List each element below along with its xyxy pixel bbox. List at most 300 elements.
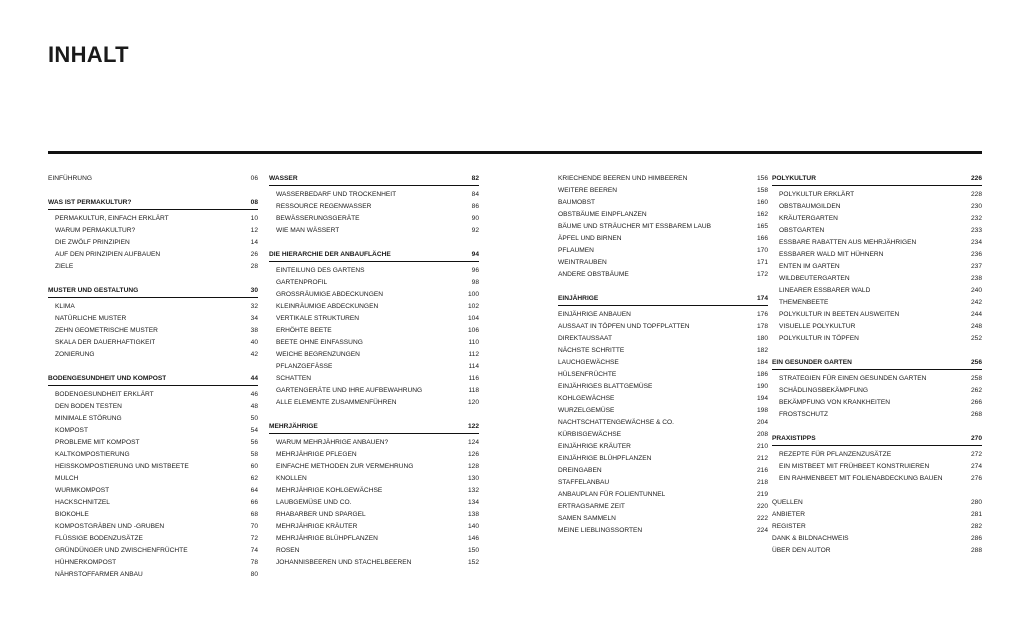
page-number: 198	[756, 407, 768, 414]
toc-entry	[48, 249, 258, 261]
entry-title: HÜHNERKOMPOST	[55, 559, 117, 566]
toc-entry	[48, 325, 258, 337]
page-number: 126	[467, 451, 479, 458]
page-number: 222	[756, 515, 768, 522]
entry-title: BIOKOHLE	[55, 511, 89, 518]
entry-title: REZEPTE FÜR PFLANZENZUSÄTZE	[779, 451, 892, 458]
toc-entry	[48, 261, 258, 273]
toc-chapter-heading	[772, 433, 982, 446]
toc-chapter-heading	[269, 173, 479, 186]
entry-title: ERTRAGSARME ZEIT	[558, 503, 625, 510]
toc-entry	[48, 401, 258, 413]
page-number: 54	[250, 427, 258, 434]
entry-title: ERHÖHTE BEETE	[276, 327, 332, 334]
page-number: 70	[250, 523, 258, 530]
entry-title: ESSBARER WALD MIT HÜHNERN	[779, 251, 884, 258]
page-number: 66	[250, 499, 258, 506]
entry-title: MEHRJÄHRIGE KOHLGEWÄCHSE	[276, 487, 383, 494]
toc-chapter-heading	[772, 357, 982, 370]
page-number: 233	[970, 227, 982, 234]
page-number: 268	[970, 411, 982, 418]
entry-title: MEINE LIEBLINGSSORTEN	[558, 527, 643, 534]
page-number: 282	[970, 523, 982, 530]
entry-title: PRAXISTIPPS	[772, 435, 816, 442]
page-number: 84	[471, 191, 479, 198]
toc-entry	[772, 333, 982, 345]
page-number: 218	[756, 479, 768, 486]
entry-title: ANBIETER	[772, 511, 805, 518]
toc-entry	[558, 345, 768, 357]
toc-entry	[48, 413, 258, 425]
entry-title: KALTKOMPOSTIERUNG	[55, 451, 130, 458]
entry-title: KLEINRÄUMIGE ABDECKUNGEN	[276, 303, 379, 310]
page-number: 165	[756, 223, 768, 230]
toc-entry	[558, 257, 768, 269]
toc-entry	[772, 249, 982, 261]
page-number: 162	[756, 211, 768, 218]
toc-entry	[48, 313, 258, 325]
entry-title: KOMPOSTGRÄBEN UND -GRUBEN	[55, 523, 165, 530]
page-number: 258	[970, 375, 982, 382]
toc-chapter-heading	[558, 293, 768, 306]
page-number: 102	[467, 303, 479, 310]
page-number: 98	[471, 279, 479, 286]
page-number: 182	[756, 347, 768, 354]
page-title: INHALT	[48, 42, 129, 67]
page-number: 138	[467, 511, 479, 518]
toc-entry	[772, 449, 982, 461]
entry-title: WILDBEUTERGARTEN	[779, 275, 850, 282]
toc-entry	[558, 245, 768, 257]
toc-entry	[772, 309, 982, 321]
entry-title: EINJÄHRIGES BLATTGEMÜSE	[558, 383, 653, 390]
entry-title: OBSTBÄUME EINPFLANZEN	[558, 211, 647, 218]
entry-title: BÄUME UND STRÄUCHER MIT ESSBAREM LAUB	[558, 223, 712, 230]
entry-title: WAS IST PERMAKULTUR?	[48, 199, 132, 206]
entry-title: KRIECHENDE BEEREN UND HIMBEEREN	[558, 175, 688, 182]
toc-entry	[269, 277, 479, 289]
entry-title: ÄPFEL UND BIRNEN	[558, 235, 622, 242]
page-number: 56	[250, 439, 258, 446]
page-number: 276	[970, 475, 982, 482]
page-number: 252	[970, 335, 982, 342]
entry-title: EINJÄHRIGE BLÜHPFLANZEN	[558, 455, 652, 462]
page-number: 40	[250, 339, 258, 346]
entry-title: MEHRJÄHRIGE PFLEGEN	[276, 451, 357, 458]
entry-title: BEETE OHNE EINFASSUNG	[276, 339, 363, 346]
entry-title: SKALA DER DAUERHAFTIGKEIT	[55, 339, 156, 346]
entry-title: ALLE ELEMENTE ZUSAMMENFÜHREN	[276, 399, 397, 406]
page-number: 262	[970, 387, 982, 394]
toc-entry	[269, 313, 479, 325]
page-number: 130	[467, 475, 479, 482]
toc-entry	[269, 545, 479, 557]
page-number: 256	[970, 359, 982, 366]
page-number: 240	[970, 287, 982, 294]
page-number: 08	[250, 199, 258, 206]
toc-chapter-heading	[48, 197, 258, 210]
toc-entry	[269, 373, 479, 385]
entry-title: GROSSRÄUMIGE ABDECKUNGEN	[276, 291, 383, 298]
toc-entry	[772, 473, 982, 485]
toc-entry	[269, 349, 479, 361]
entry-title: WEICHE BEGRENZUNGEN	[276, 351, 360, 358]
entry-title: MINIMALE STÖRUNG	[55, 415, 122, 422]
toc-entry	[558, 269, 768, 281]
entry-title: PERMAKULTUR, EINFACH ERKLÄRT	[55, 215, 169, 222]
entry-title: MEHRJÄHRIGE KRÄUTER	[276, 523, 358, 530]
toc-entry	[269, 509, 479, 521]
entry-title: SCHÄDLINGSBEKÄMPFUNG	[779, 387, 869, 394]
entry-title: WASSERBEDARF UND TROCKENHEIT	[276, 191, 397, 198]
page-number: 10	[250, 215, 258, 222]
toc-entry	[772, 213, 982, 225]
toc-entry	[558, 233, 768, 245]
toc-entry	[48, 557, 258, 569]
toc-entry	[558, 209, 768, 221]
toc-chapter-heading	[48, 285, 258, 298]
page-number: 288	[970, 547, 982, 554]
entry-title: KLIMA	[55, 303, 75, 310]
page-number: 186	[756, 371, 768, 378]
toc-entry	[772, 545, 982, 557]
toc-chapter-heading	[269, 421, 479, 434]
entry-title: EINFACHE METHODEN ZUR VERMEHRUNG	[276, 463, 414, 470]
entry-title: RHABARBER UND SPARGEL	[276, 511, 366, 518]
toc-entry	[269, 485, 479, 497]
toc-entry	[269, 497, 479, 509]
toc-entry	[48, 237, 258, 249]
toc-entry	[558, 381, 768, 393]
page-number: 118	[468, 387, 479, 394]
page-number: 120	[467, 399, 479, 406]
page-number: 174	[756, 295, 768, 302]
toc-entry	[772, 533, 982, 545]
toc-column-4	[772, 173, 982, 557]
entry-title: EINTEILUNG DES GARTENS	[276, 267, 365, 274]
entry-title: LAUCHGEWÄCHSE	[558, 359, 619, 366]
toc-entry	[48, 437, 258, 449]
entry-title: BEWÄSSERUNGSGERÄTE	[276, 215, 360, 222]
entry-title: EIN GESUNDER GARTEN	[772, 359, 852, 366]
entry-title: NATÜRLICHE MUSTER	[55, 315, 127, 322]
entry-title: OBSTGARTEN	[779, 227, 825, 234]
entry-title: JOHANNISBEEREN UND STACHELBEEREN	[276, 559, 412, 566]
toc-entry	[269, 437, 479, 449]
page-number: 74	[250, 547, 258, 554]
page-number: 286	[970, 535, 982, 542]
page-number: 80	[250, 571, 258, 578]
page-number: 128	[467, 463, 479, 470]
page-number: 194	[756, 395, 768, 402]
page-number: 210	[756, 443, 768, 450]
entry-title: BODENGESUNDHEIT UND KOMPOST	[48, 375, 167, 382]
toc-entry	[558, 477, 768, 489]
page-number: 146	[467, 535, 479, 542]
toc-entry	[48, 461, 258, 473]
toc-entry	[772, 373, 982, 385]
page-number: 230	[970, 203, 982, 210]
page-number: 272	[970, 451, 982, 458]
page-number: 90	[471, 215, 479, 222]
page-number: 112	[468, 351, 479, 358]
page-number: 42	[250, 351, 258, 358]
spacer	[269, 409, 479, 421]
toc-entry	[48, 569, 258, 581]
toc-entry	[48, 213, 258, 225]
toc-entry	[269, 289, 479, 301]
toc-entry	[269, 449, 479, 461]
toc-entry	[269, 473, 479, 485]
page-number: 82	[471, 175, 479, 182]
entry-title: MEHRJÄHRIGE BLÜHPFLANZEN	[276, 535, 378, 542]
spacer	[269, 237, 479, 249]
page-number: 266	[970, 399, 982, 406]
toc-entry	[48, 449, 258, 461]
entry-title: EIN RAHMENBEET MIT FOLIENABDECKUNG BAUEN	[779, 475, 943, 482]
entry-title: MULCH	[55, 475, 79, 482]
page-number: 280	[970, 499, 982, 506]
toc-entry	[269, 521, 479, 533]
toc-entry	[48, 497, 258, 509]
toc-entry	[772, 509, 982, 521]
entry-title: BAUMOBST	[558, 199, 596, 206]
entry-title: EINJÄHRIGE	[558, 295, 599, 302]
entry-title: WURMKOMPOST	[55, 487, 110, 494]
page-number: 158	[756, 187, 768, 194]
spacer	[48, 185, 258, 197]
page-number: 94	[471, 251, 479, 258]
page-number: 180	[756, 335, 768, 342]
entry-title: QUELLEN	[772, 499, 803, 506]
toc-entry	[269, 301, 479, 313]
toc-entry	[772, 385, 982, 397]
page-number: 64	[250, 487, 258, 494]
page-number: 170	[756, 247, 768, 254]
page-number: 270	[970, 435, 982, 442]
toc-chapter-heading	[48, 373, 258, 386]
toc-entry	[269, 385, 479, 397]
page-number: 26	[250, 251, 258, 258]
entry-title: WASSER	[269, 175, 298, 182]
entry-title: KOHLGEWÄCHSE	[558, 395, 615, 402]
entry-title: WEITERE BEEREN	[558, 187, 617, 194]
toc-entry	[558, 357, 768, 369]
page-number: 208	[756, 431, 768, 438]
toc-column-1	[48, 173, 258, 581]
page-number: 232	[970, 215, 982, 222]
page-number: 62	[250, 475, 258, 482]
toc-entry	[558, 453, 768, 465]
toc-entry	[772, 297, 982, 309]
entry-title: GARTENPROFIL	[276, 279, 328, 286]
entry-title: MUSTER UND GESTALTUNG	[48, 287, 139, 294]
toc-entry	[558, 501, 768, 513]
toc-entry	[269, 337, 479, 349]
entry-title: ANBAUPLAN FÜR FOLIENTUNNEL	[558, 491, 666, 498]
entry-title: LAUBGEMÜSE UND CO.	[276, 499, 352, 506]
page-number: 32	[250, 303, 258, 310]
entry-title: FLÜSSIGE BODENZUSÄTZE	[55, 535, 143, 542]
toc-column-3	[558, 173, 768, 537]
page-number: 106	[467, 327, 479, 334]
entry-title: DIE HIERARCHIE DER ANBAUFLÄCHE	[269, 251, 391, 258]
toc-entry	[269, 189, 479, 201]
entry-title: KRÄUTERGARTEN	[779, 215, 838, 222]
page-number: 228	[970, 191, 982, 198]
page-number: 152	[467, 559, 479, 566]
toc-entry	[269, 213, 479, 225]
page-number: 114	[468, 363, 479, 370]
toc-entry	[772, 521, 982, 533]
page-number: 38	[250, 327, 258, 334]
page-number: 226	[970, 175, 982, 182]
toc-entry	[48, 485, 258, 497]
spacer	[48, 361, 258, 373]
toc-entry	[558, 525, 768, 537]
toc-chapter-heading	[772, 173, 982, 186]
page-number: 96	[471, 267, 479, 274]
page-number: 92	[471, 227, 479, 234]
entry-title: POLYKULTUR IN BEETEN AUSWEITEN	[779, 311, 900, 318]
toc-entry	[48, 509, 258, 521]
page-number: 28	[250, 263, 258, 270]
page-number: 58	[250, 451, 258, 458]
page-number: 234	[970, 239, 982, 246]
toc-entry	[48, 545, 258, 557]
page-number: 216	[756, 467, 768, 474]
page-number: 156	[756, 175, 768, 182]
entry-title: POLYKULTUR	[772, 175, 816, 182]
toc-entry	[48, 425, 258, 437]
page-number: 86	[471, 203, 479, 210]
toc-entry	[48, 473, 258, 485]
page-number: 46	[250, 391, 258, 398]
toc-entry	[558, 441, 768, 453]
toc-entry	[772, 321, 982, 333]
toc-entry	[558, 393, 768, 405]
entry-title: WIE MAN WÄSSERT	[276, 227, 340, 234]
entry-title: FROSTSCHUTZ	[779, 411, 829, 418]
entry-title: RESSOURCE REGENWASSER	[276, 203, 372, 210]
toc-column-2	[269, 173, 479, 569]
toc-entry	[772, 409, 982, 421]
entry-title: ZIELE	[55, 263, 74, 270]
entry-title: BEKÄMPFUNG VON KRANKHEITEN	[779, 399, 891, 406]
toc-entry	[558, 369, 768, 381]
page-number: 160	[756, 199, 768, 206]
entry-title: EINJÄHRIGE KRÄUTER	[558, 443, 631, 450]
entry-title: ANDERE OBSTBÄUME	[558, 271, 629, 278]
toc-entry	[48, 173, 258, 185]
page-number: 184	[756, 359, 768, 366]
page-number: 178	[756, 323, 768, 330]
page-number: 242	[970, 299, 982, 306]
toc-entry	[772, 237, 982, 249]
entry-title: KÜRBISGEWÄCHSE	[558, 431, 622, 438]
page-number: 60	[250, 463, 258, 470]
entry-title: ZONIERUNG	[55, 351, 95, 358]
toc-entry	[558, 221, 768, 233]
entry-title: KNOLLEN	[276, 475, 307, 482]
spacer	[772, 485, 982, 497]
spacer	[772, 421, 982, 433]
page-number: 219	[756, 491, 768, 498]
toc-entry	[269, 533, 479, 545]
entry-title: NACHTSCHATTENGEWÄCHSE & CO.	[558, 419, 675, 426]
page-number: 244	[970, 311, 982, 318]
entry-title: NÄCHSTE SCHRITTE	[558, 347, 625, 354]
entry-title: ZEHN GEOMETRISCHE MUSTER	[55, 327, 158, 334]
entry-title: EIN MISTBEET MIT FRÜHBEET KONSTRUIEREN	[779, 463, 930, 470]
page-number: 224	[756, 527, 768, 534]
entry-title: LINEARER ESSBARER WALD	[779, 287, 871, 294]
entry-title: DANK & BILDNACHWEIS	[772, 535, 849, 542]
page-number: 124	[467, 439, 479, 446]
page-number: 236	[970, 251, 982, 258]
toc-entry	[772, 461, 982, 473]
toc-entry	[772, 285, 982, 297]
entry-title: DEN BODEN TESTEN	[55, 403, 122, 410]
page-number: 274	[970, 463, 982, 470]
page-number: 68	[250, 511, 258, 518]
page-number: 34	[250, 315, 258, 322]
page-number: 248	[970, 323, 982, 330]
entry-title: ROSEN	[276, 547, 300, 554]
entry-title: HACKSCHNITZEL	[55, 499, 110, 506]
entry-title: PFLANZGEFÄSSE	[276, 363, 333, 370]
header-rule	[48, 151, 982, 154]
entry-title: DREINGABEN	[558, 467, 602, 474]
page-number: 12	[250, 227, 258, 234]
entry-title: EINFÜHRUNG	[48, 175, 92, 182]
entry-title: WEINTRAUBEN	[558, 259, 607, 266]
toc-entry	[269, 325, 479, 337]
toc-entry	[558, 513, 768, 525]
toc-entry	[772, 261, 982, 273]
entry-title: SCHATTEN	[276, 375, 312, 382]
page-number: 238	[970, 275, 982, 282]
entry-title: GRÜNDÜNGER UND ZWISCHENFRÜCHTE	[55, 547, 188, 554]
entry-title: ÜBER DEN AUTOR	[772, 547, 831, 554]
toc-entry	[269, 201, 479, 213]
page-number: 134	[467, 499, 479, 506]
entry-title: VERTIKALE STRUKTUREN	[276, 315, 360, 322]
toc-entry	[269, 265, 479, 277]
page-number: 110	[468, 339, 479, 346]
entry-title: PFLAUMEN	[558, 247, 594, 254]
entry-title: AUF DEN PRINZIPIEN AUFBAUEN	[55, 251, 161, 258]
page-number: 150	[467, 547, 479, 554]
entry-title: THEMENBEETE	[779, 299, 829, 306]
entry-title: STRATEGIEN FÜR EINEN GESUNDEN GARTEN	[779, 375, 927, 382]
entry-title: AUSSAAT IN TÖPFEN UND TOPFPLATTEN	[558, 323, 690, 330]
entry-title: HEISSKOMPOSTIERUNG UND MISTBEETE	[55, 463, 189, 470]
entry-title: NÄHRSTOFFARMER ANBAU	[55, 571, 143, 578]
toc-entry	[48, 521, 258, 533]
entry-title: OBSTBAUMGILDEN	[779, 203, 841, 210]
entry-title: KOMPOST	[55, 427, 88, 434]
toc-entry	[558, 489, 768, 501]
toc-entry	[48, 389, 258, 401]
entry-title: PROBLEME MIT KOMPOST	[55, 439, 140, 446]
entry-title: WURZELGEMÜSE	[558, 407, 615, 414]
spacer	[48, 273, 258, 285]
toc-entry	[558, 173, 768, 185]
toc-entry	[558, 321, 768, 333]
toc-entry	[48, 301, 258, 313]
page-number: 176	[756, 311, 768, 318]
